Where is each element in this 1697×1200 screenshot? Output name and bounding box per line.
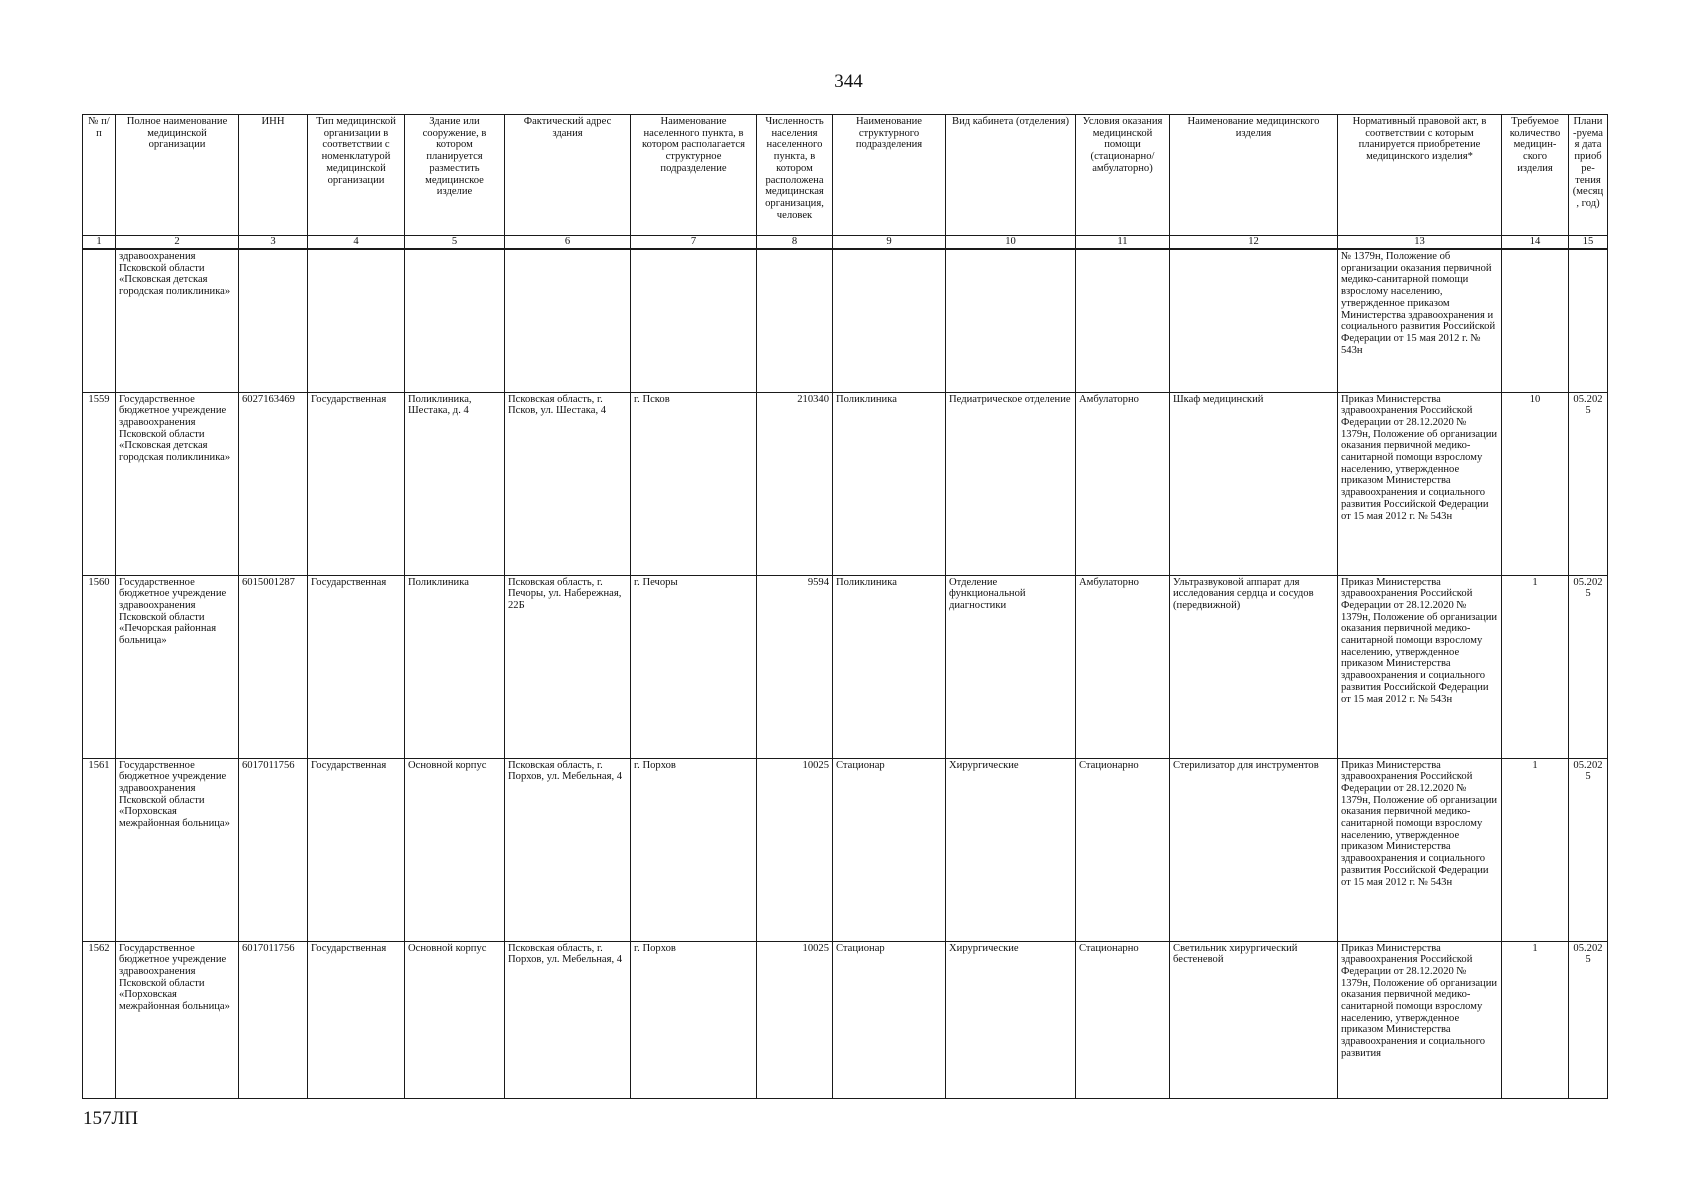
cell-quantity: 10: [1502, 392, 1569, 575]
header-cell-population: Численность населения населенного пункта, в котором расположена медицинская организация, человек: [757, 115, 833, 236]
cell-settlement: г. Порхов: [631, 758, 757, 941]
cell-settlement: [631, 249, 757, 392]
cell-inn: 6017011756: [239, 941, 308, 1098]
cell-organization-type: Государственная: [308, 941, 405, 1098]
column-number-row: [83, 236, 1608, 250]
cell-population: 210340: [757, 392, 833, 575]
column-number: 9: [833, 236, 946, 250]
cell-regulation: Приказ Министерства здравоохранения Российской Федерации от 28.12.2020 № 1379н, Положение об организации оказания первичной медико-санитарной помощи взрослому населению, утвержденное приказом Министерства здравоохранения и социального развития Российской Федерации от 15 мая 2012 г. № 543н: [1338, 575, 1502, 758]
column-number: 4: [308, 236, 405, 250]
column-number: 7: [631, 236, 757, 250]
cell-building: Основной корпус: [405, 758, 505, 941]
cell-care-conditions: Амбулаторно: [1076, 392, 1170, 575]
cell-purchase-date: 05.2025: [1569, 392, 1608, 575]
column-number: 1: [83, 236, 116, 250]
cell-care-conditions: Стационарно: [1076, 941, 1170, 1098]
cell-inn: 6015001287: [239, 575, 308, 758]
cell-organization: Государственное бюджетное учреждение здравоохранения Псковской области «Порховская межрайонная больница»: [116, 941, 239, 1098]
header-cell-row-number: № п/п: [83, 115, 116, 236]
cell-row-number: 1562: [83, 941, 116, 1098]
cell-device-name: Шкаф медицинский: [1170, 392, 1338, 575]
column-number: 6: [505, 236, 631, 250]
cell-organization-type: Государственная: [308, 758, 405, 941]
cell-purchase-date: 05.2025: [1569, 575, 1608, 758]
cell-care-conditions: Стационарно: [1076, 758, 1170, 941]
cell-device-name: [1170, 249, 1338, 392]
cell-room-type: [946, 249, 1076, 392]
header-cell-address: Фактический адрес здания: [505, 115, 631, 236]
cell-quantity: 1: [1502, 575, 1569, 758]
column-number: 13: [1338, 236, 1502, 250]
document-code: 157ЛП: [83, 1108, 139, 1129]
cell-inn: 6017011756: [239, 758, 308, 941]
cell-address: Псковская область, г. Печоры, ул. Набережная, 22Б: [505, 575, 631, 758]
table-row: [83, 249, 1608, 392]
cell-care-conditions: Амбулаторно: [1076, 575, 1170, 758]
cell-settlement: г. Печоры: [631, 575, 757, 758]
cell-inn: 6027163469: [239, 392, 308, 575]
cell-room-type: Педиатрическое отделение: [946, 392, 1076, 575]
cell-population: 9594: [757, 575, 833, 758]
cell-row-number: [83, 249, 116, 392]
cell-organization: Государственное бюджетное учреждение здравоохранения Псковской области «Псковская детская городская поликлиника»: [116, 392, 239, 575]
header-cell-organization-type: Тип медицинской организации в соответствии с номенклатурой медицинской организации: [308, 115, 405, 236]
cell-room-type: Хирургические: [946, 758, 1076, 941]
cell-building: [405, 249, 505, 392]
cell-building: Основной корпус: [405, 941, 505, 1098]
header-cell-building: Здание или сооружение, в котором планируется разместить медицинское изделие: [405, 115, 505, 236]
medical-equipment-table: [82, 114, 1608, 1099]
cell-regulation: Приказ Министерства здравоохранения Российской Федерации от 28.12.2020 № 1379н, Положение об организации оказания первичной медико-санитарной помощи взрослому населению, утвержденное приказом Министерства здравоохранения и социального развития Российской Федерации от 15 мая 2012 г. № 543н: [1338, 392, 1502, 575]
cell-row-number: 1560: [83, 575, 116, 758]
table-row: [83, 758, 1608, 941]
header-cell-settlement: Наименование населенного пункта, в котором располагается структурное подразделение: [631, 115, 757, 236]
cell-address: Псковская область, г. Псков, ул. Шестака, 4: [505, 392, 631, 575]
cell-settlement: г. Порхов: [631, 941, 757, 1098]
cell-population: 10025: [757, 758, 833, 941]
header-cell-device-name: Наименование медицинского изделия: [1170, 115, 1338, 236]
cell-regulation: Приказ Министерства здравоохранения Российской Федерации от 28.12.2020 № 1379н, Положение об организации оказания первичной медико-санитарной помощи взрослому населению, утвержденное приказом Министерства здравоохранения и социального развития Российской Федерации от 15 мая 2012 г. № 543н: [1338, 758, 1502, 941]
header-cell-room-type: Вид кабинета (отделения): [946, 115, 1076, 236]
cell-care-conditions: [1076, 249, 1170, 392]
cell-organization: Государственное бюджетное учреждение здравоохранения Псковской области «Печорская районная больница»: [116, 575, 239, 758]
page-number: 344: [834, 71, 863, 92]
table-row: [83, 941, 1608, 1098]
cell-address: Псковская область, г. Порхов, ул. Мебельная, 4: [505, 941, 631, 1098]
column-number: 14: [1502, 236, 1569, 250]
header-cell-regulation: Нормативный правовой акт, в соответствии с которым планируется приобретение медицинского изделия*: [1338, 115, 1502, 236]
cell-regulation: № 1379н, Положение об организации оказания первичной медико-санитарной помощи взрослому населению, утвержденное приказом Министерства здравоохранения и социального развития Российской Федерации от 15 мая 2012 г. № 543н: [1338, 249, 1502, 392]
column-number: 11: [1076, 236, 1170, 250]
column-number: 8: [757, 236, 833, 250]
header-cell-organization: Полное наименование медицинской организации: [116, 115, 239, 236]
header-cell-quantity: Требуемое количество медицин-ского изделия: [1502, 115, 1569, 236]
cell-inn: [239, 249, 308, 392]
cell-organization-type: Государственная: [308, 392, 405, 575]
header-cell-inn: ИНН: [239, 115, 308, 236]
cell-organization-type: [308, 249, 405, 392]
cell-building: Поликлиника: [405, 575, 505, 758]
cell-room-type: Хирургические: [946, 941, 1076, 1098]
cell-subdivision: Поликлиника: [833, 575, 946, 758]
cell-room-type: Отделение функциональной диагностики: [946, 575, 1076, 758]
column-number: 5: [405, 236, 505, 250]
cell-population: 10025: [757, 941, 833, 1098]
column-number: 15: [1569, 236, 1608, 250]
cell-quantity: 1: [1502, 758, 1569, 941]
cell-device-name: Ультразвуковой аппарат для исследования сердца и сосудов (передвижной): [1170, 575, 1338, 758]
column-number: 12: [1170, 236, 1338, 250]
column-number: 2: [116, 236, 239, 250]
cell-row-number: 1559: [83, 392, 116, 575]
cell-organization: здравоохранения Псковской области «Псковская детская городская поликлиника»: [116, 249, 239, 392]
cell-device-name: Стерилизатор для инструментов: [1170, 758, 1338, 941]
cell-purchase-date: 05.2025: [1569, 941, 1608, 1098]
cell-population: [757, 249, 833, 392]
cell-subdivision: Стационар: [833, 758, 946, 941]
cell-row-number: 1561: [83, 758, 116, 941]
cell-purchase-date: [1569, 249, 1608, 392]
cell-organization: Государственное бюджетное учреждение здравоохранения Псковской области «Порховская межрайонная больница»: [116, 758, 239, 941]
table-row: [83, 575, 1608, 758]
cell-subdivision: Стационар: [833, 941, 946, 1098]
cell-settlement: г. Псков: [631, 392, 757, 575]
cell-regulation: Приказ Министерства здравоохранения Российской Федерации от 28.12.2020 № 1379н, Положение об организации оказания первичной медико-санитарной помощи взрослому населению, утвержденное приказом Министерства здравоохранения и социального развития: [1338, 941, 1502, 1098]
cell-subdivision: [833, 249, 946, 392]
cell-device-name: Светильник хирургический бестеневой: [1170, 941, 1338, 1098]
cell-quantity: 1: [1502, 941, 1569, 1098]
header-cell-care-conditions: Условия оказания медицинской помощи (стационарно/ амбулаторно): [1076, 115, 1170, 236]
header-row: [83, 115, 1608, 236]
column-number: 10: [946, 236, 1076, 250]
header-cell-purchase-date: Плани-руемая дата приобре-тения (месяц, год): [1569, 115, 1608, 236]
cell-address: Псковская область, г. Порхов, ул. Мебельная, 4: [505, 758, 631, 941]
cell-subdivision: Поликлиника: [833, 392, 946, 575]
cell-building: Поликлиника, Шестака, д. 4: [405, 392, 505, 575]
cell-address: [505, 249, 631, 392]
cell-quantity: [1502, 249, 1569, 392]
cell-organization-type: Государственная: [308, 575, 405, 758]
column-number: 3: [239, 236, 308, 250]
header-cell-subdivision: Наименование структурного подразделения: [833, 115, 946, 236]
table-row: [83, 392, 1608, 575]
cell-purchase-date: 05.2025: [1569, 758, 1608, 941]
